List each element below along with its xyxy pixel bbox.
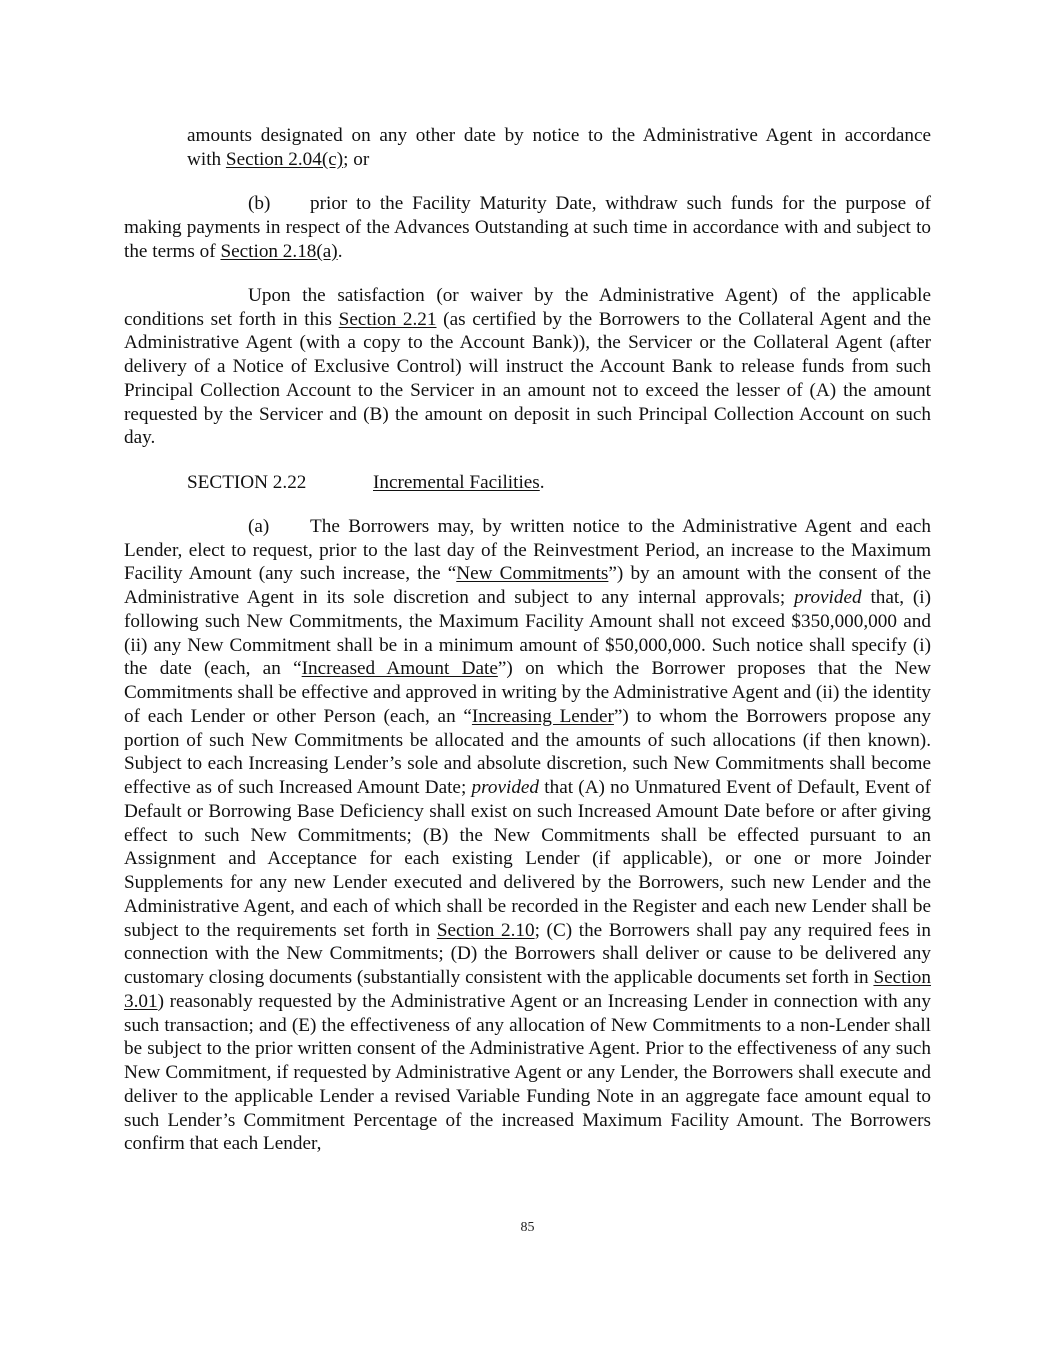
defined-term-increased-amount-date: Increased Amount Date bbox=[301, 658, 498, 680]
document-page bbox=[124, 124, 931, 1156]
item-b-label: (b) bbox=[248, 193, 271, 214]
section-3-01-reference: Section 3.01 bbox=[124, 967, 931, 1012]
provided-term: provided bbox=[471, 777, 540, 798]
section-2-18a-reference: Section 2.18(a) bbox=[220, 240, 338, 262]
item-a-label: (a) bbox=[248, 515, 270, 537]
page-number: 85 bbox=[520, 1220, 535, 1235]
item-a-paragraph: (a) The Borrowers may, by written notice to the Administrative Agent and each Lender, elect to request, prior to the last day of the Reinvestment Period, an increase to the Maximum Facility Amount (any such increase, the “New Commitments”) by an amount with the consent of the Administrative Agent in its sole discretion and subject to any internal approvals; provided that, (i) following such New Commitments, the Maximum Facility Amount shall not exceed $350,000,000 and (ii) any New Commitment shall be in a minimum amount of $50,000,000. Such notice shall specify (i) the date (each, an “Increased Amount Date”) on which the Borrower proposes that the New Commitments shall be effective and approved in writing by the Administrative Agent and (ii) the identity of each Lender or other Person (each, an “Increasing Lender”) to whom the Borrowers propose any portion of such New Commitments be allocated and the amounts of such allocations (if then known). Subject to each Increasing Lender’s sole and absolute discretion, such New Commitments shall become effective as of such Increased Amount Date; provided that (A) no Unmatured Event of Default, Event of Default or Borrowing Base Deficiency shall exist on such Increased Amount Date before or after giving effect to such New Commitments; (B) the New Commitments shall be effected pursuant to an Assignment and Acceptance for each existing Lender (if applicable), or one or more Joinder Supplements for any new Lender executed and delivered by the Borrowers, such new Lender and the Administrative Agent, and each of which shall be recorded in the Register and each new Lender shall be subject to the requirements set forth in Section 2.10; (C) the Borrowers shall pay any required fees in connection with the New Commitments; (D) the Borrowers shall deliver or cause to be delivered any customary closing documents (substantially consistent with the applicable documents set forth in Section 3.01) reasonably requested by the Administrative Agent or an Increasing Lender in connection with any such transaction; and (E) the effectiveness of any allocation of New Commitments to a non-Lender shall be subject to the prior written consent of the Administrative Agent. Prior to the effectiveness of any such New Commitment, if requested by Administrative Agent or any Lender, the Borrowers shall execute and deliver to the applicable Lender a revised Variable Funding Note in an aggregate face amount equal to such Lender’s Commitment Percentage of the increased Maximum Facility Amount. The Borrowers confirm that each Lender, bbox=[124, 515, 931, 1155]
continuation-line-2: with Section 2.04(c); or bbox=[187, 148, 370, 170]
continuation-paragraph bbox=[124, 124, 931, 172]
provided-term: provided bbox=[794, 587, 862, 608]
section-title: Incremental Facilities bbox=[373, 471, 540, 493]
section-2-04c-reference: Section 2.04(c) bbox=[225, 148, 344, 170]
section-heading: SECTION 2.22 Incremental Facilities. bbox=[187, 471, 545, 493]
section-number: SECTION 2.22 bbox=[187, 471, 307, 493]
section-2-21-reference: Section 2.21 bbox=[338, 308, 437, 330]
continuation-line-1: amounts designated on any other date by notice to the Administrative Agent in accordance bbox=[187, 125, 931, 146]
release-funds-paragraph: Upon the satisfaction (or waiver by the Administrative Agent) of the applicable conditions set forth in this Section 2.21 (as certified by the Borrowers to the Collateral Agent and the Administrative Agent (with a copy to the Account Bank)), the Servicer or the Collateral Agent (after delivery of a Notice of Exclusive Control) will instruct the Account Bank to release funds from such Principal Collection Account to the Servicer in an amount not to exceed the lesser of (A) the amount requested by the Servicer and (B) the amount on deposit in such Principal Collection Account on such day. bbox=[124, 284, 931, 449]
defined-term-increasing-lender: Increasing Lender bbox=[471, 705, 614, 727]
section-2-10-reference: Section 2.10 bbox=[436, 919, 535, 941]
defined-term-new-commitments: New Commitments bbox=[456, 563, 609, 585]
item-b-paragraph: (b) prior to the Facility Maturity Date, withdraw such funds for the purpose of making payments in respect of the Advances Outstanding at such time in accordance with and subject to the terms of Section 2.18(a). bbox=[124, 193, 931, 262]
